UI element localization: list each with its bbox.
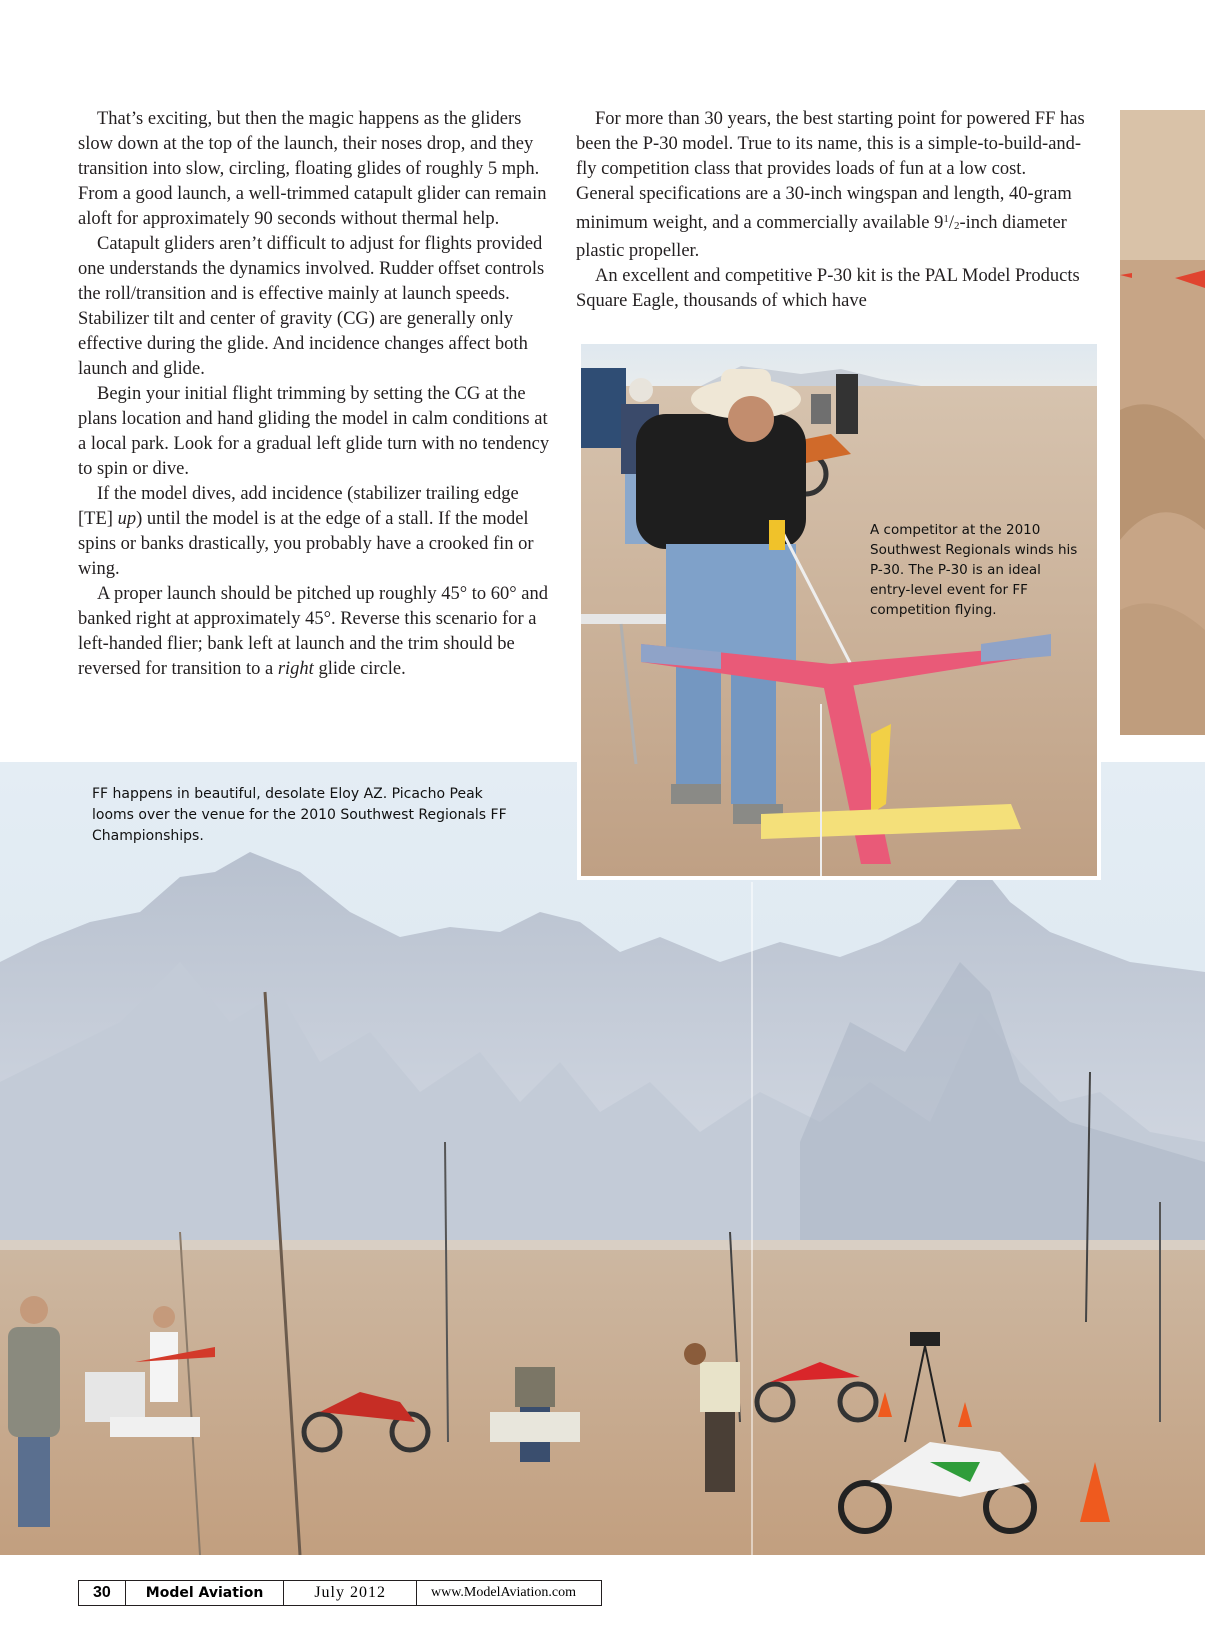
- paragraph: Catapult gliders aren’t difficult to adjust for flights provided one understands the dynamics involved. Rudder offset controls the roll/transition and is effective mainly at launch speeds. Stabilizer tilt and center of gravity (CG) are generally only effective during the glide. And incidence changes affect both launch and glide.: [78, 234, 545, 379]
- page-number: 30: [79, 1581, 126, 1605]
- paragraph: A proper launch should be pitched up roughly 45° to 60° and banked right at approximately 45°. Reverse this scenario for a left-handed flier; bank left at launch and the trim should be reversed for transition to a right glide circle.: [78, 584, 549, 679]
- edge-photo-desert: [1120, 110, 1205, 735]
- paragraph: If the model dives, add incidence (stabilizer trailing edge [TE] up) until the model is at the edge of a stall. If the model spins or banks drastically, you probably have a crooked fin or wing.: [78, 484, 534, 579]
- paragraph: An excellent and competitive P-30 kit is the PAL Model Products Square Eagle, thousands of which have: [576, 266, 1080, 311]
- body-column-right: [576, 107, 1088, 314]
- body-column-left: [78, 107, 552, 682]
- paragraph: For more than 30 years, the best starting point for powered FF has been the P-30 model. True to its name, this is a simple-to-build-and-fly competition class that provides loads of fun at a low cost. General specifications are a 30-inch wingspan and length, 40-gram minimum weight, and a commercially available $9^1/2$-inch diameter plastic propeller.: [576, 109, 1085, 261]
- landscape-photo-picacho-peak: [0, 762, 1205, 1555]
- paragraph: Begin your initial flight trimming by setting the CG at the plans location and hand gliding the model in calm conditions at a local park. Look for a gradual left glide turn with no tendency to spin or dive.: [78, 384, 550, 479]
- issue-date: July 2012: [284, 1581, 417, 1605]
- website-link[interactable]: www.ModelAviation.com: [431, 1585, 577, 1600]
- page-footer: [78, 1580, 602, 1606]
- magazine-name: Model Aviation: [126, 1581, 285, 1605]
- inset-photo-caption: A competitor at the 2010 Southwest Regionals winds his P-30. The P-30 is an ideal entry-level event for FF competition flying.: [870, 522, 1078, 618]
- landscape-photo-caption: FF happens in beautiful, desolate Eloy AZ. Picacho Peak looms over the venue for the 2010 Southwest Regionals FF Championships.: [92, 786, 507, 844]
- paragraph: That’s exciting, but then the magic happens as the gliders slow down at the top of the launch, their noses drop, and they transition into slow, circling, floating glides of roughly 5 mph. From a good launch, a well-trimmed catapult glider can remain aloft for approximately 90 seconds without thermal help.: [78, 109, 547, 229]
